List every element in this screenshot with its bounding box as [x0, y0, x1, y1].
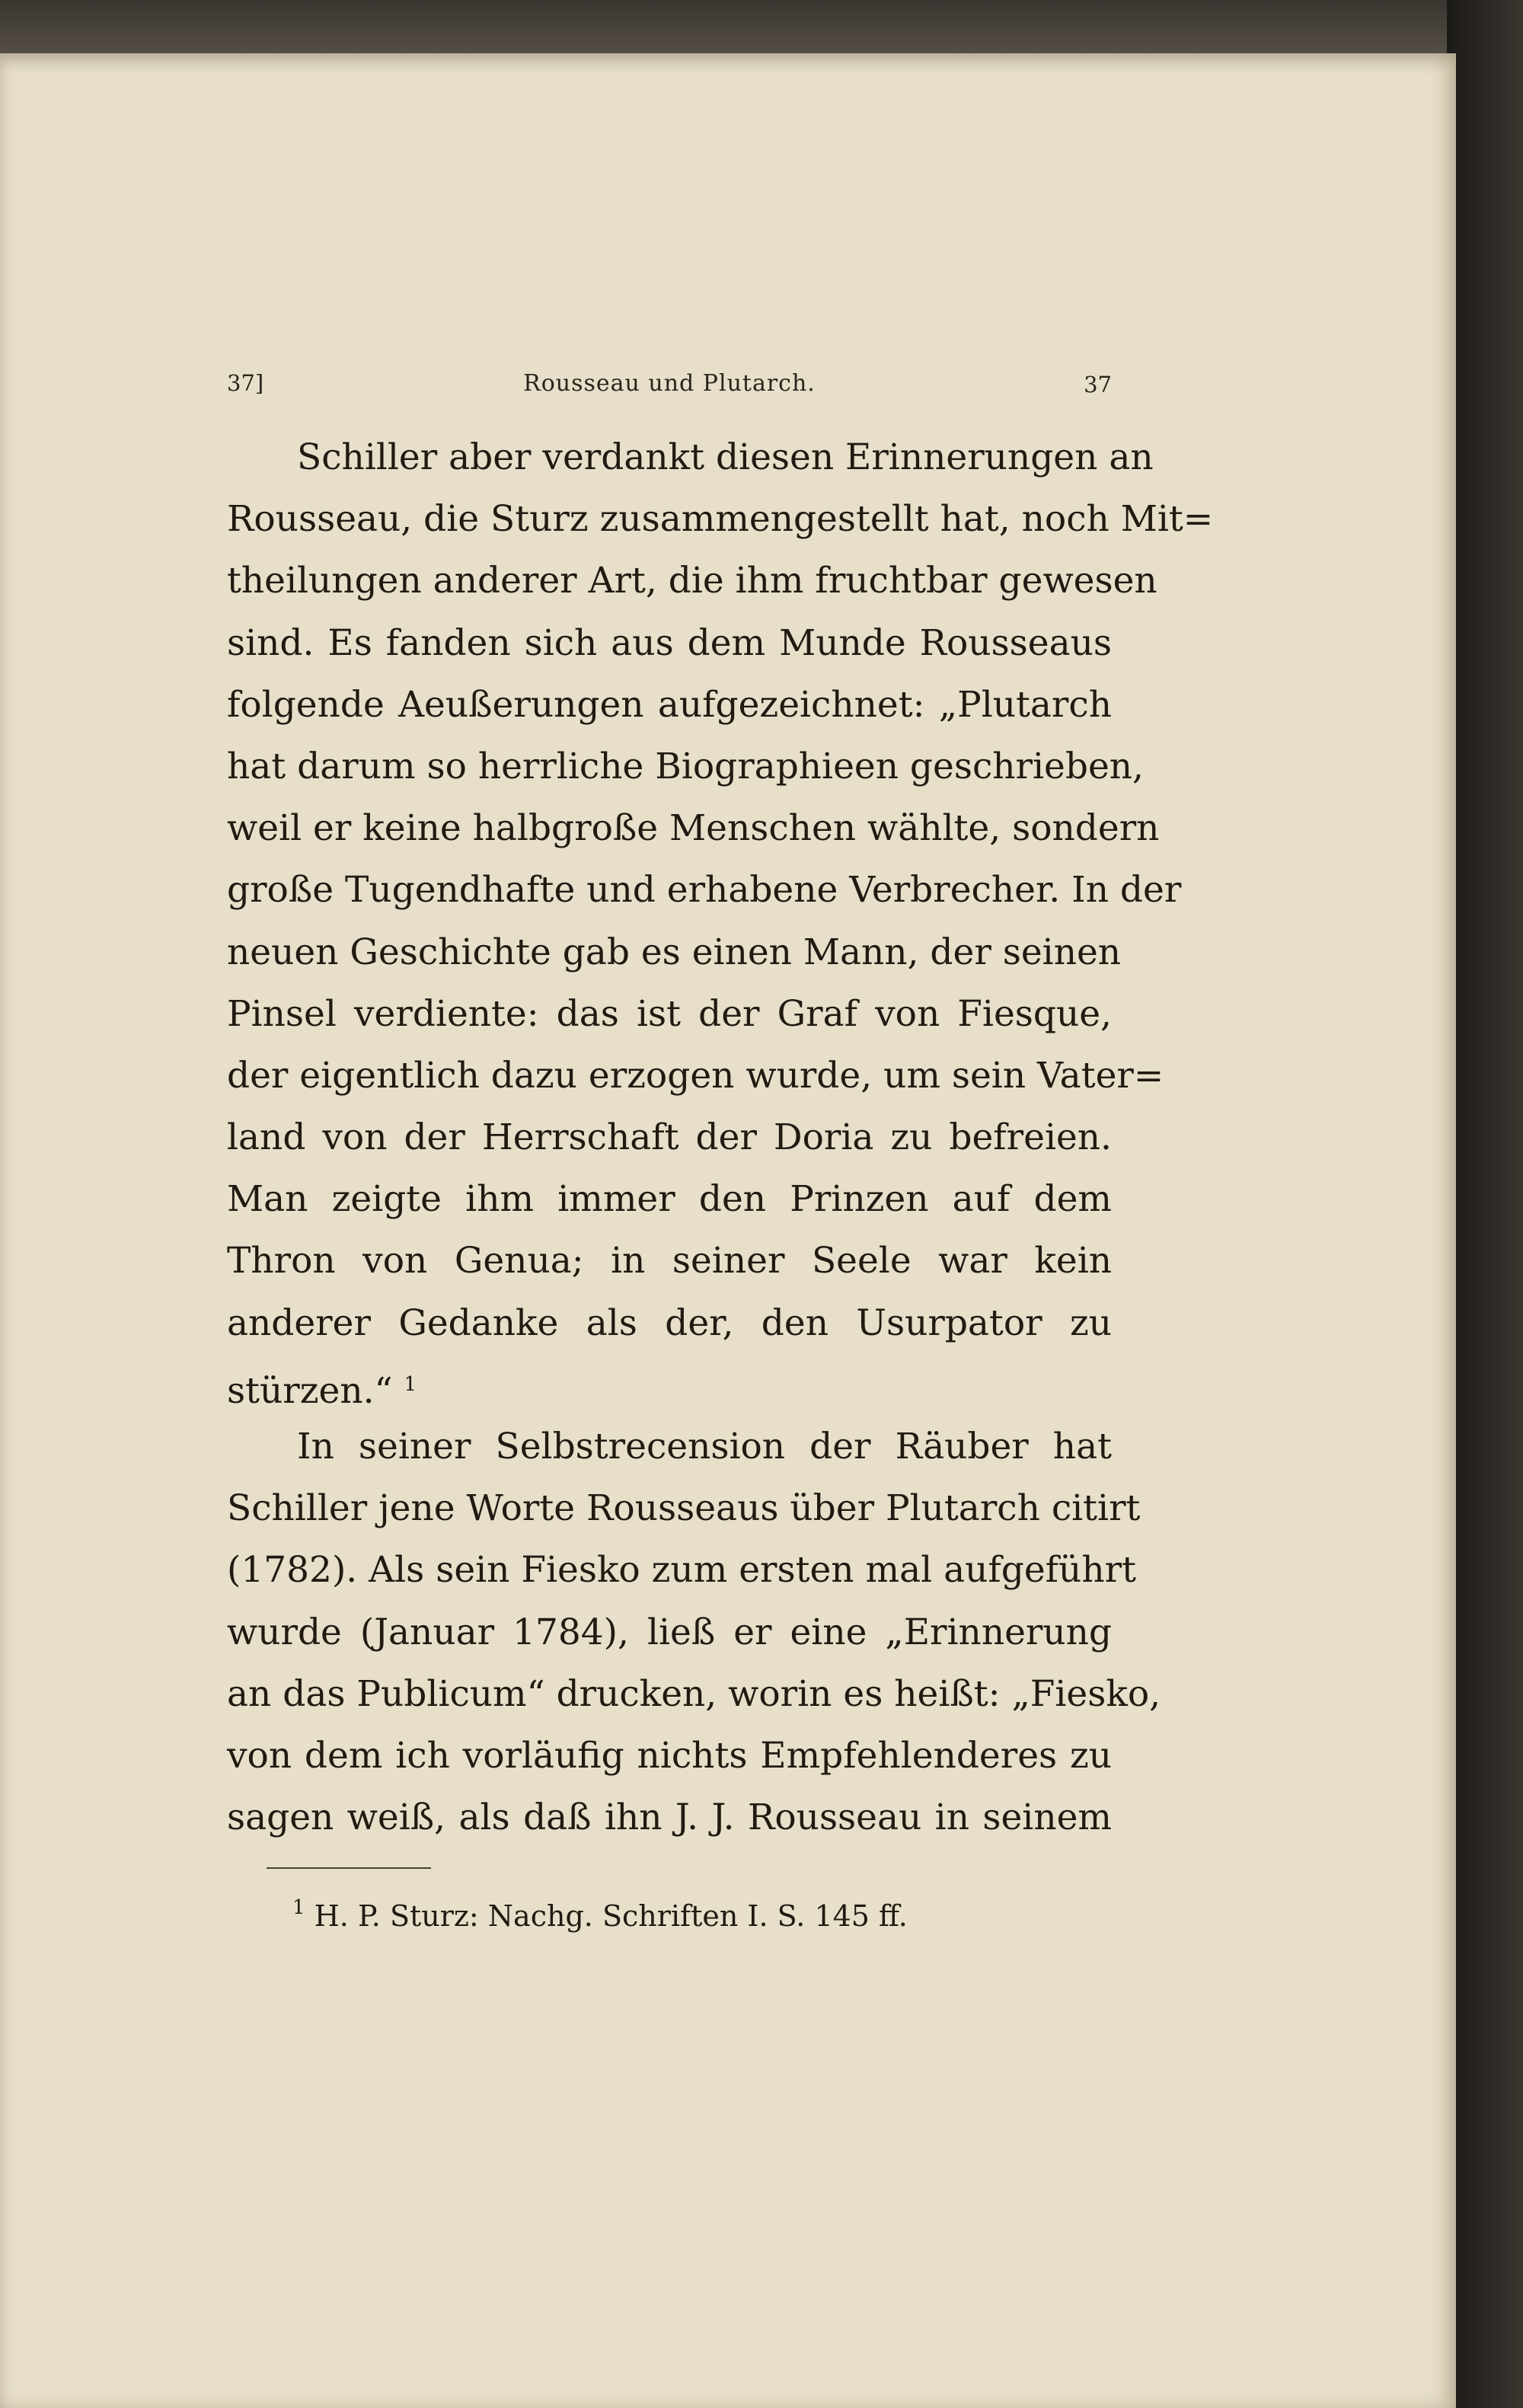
footnote-marker: 1 — [292, 1896, 305, 1919]
book-cover-edge — [1447, 0, 1523, 2408]
text-line-paragraph-end — [227, 1354, 1112, 1416]
text-line: Rousseau, die Sturz zusammengestellt hat, noch Mit= — [227, 498, 1214, 541]
text-line: neuen Geschichte gab es einen Mann, der seinen — [227, 931, 1122, 973]
running-head-title: Rousseau und Plutarch. — [523, 370, 816, 397]
page-number: 37 — [1084, 372, 1112, 398]
footnote-divider — [267, 1867, 431, 1869]
text-line: von dem ich vorläufig nichts Empfehlenderes zu — [227, 1734, 1112, 1777]
text-line: große Tugendhafte und erhabene Verbrecher. In der — [227, 869, 1182, 912]
text-line: der eigentlich dazu erzogen wurde, um sein Vater= — [227, 1054, 1164, 1097]
text-line: wurde (Januar 1784), ließ er eine „Erinnerung — [227, 1611, 1112, 1653]
text-line: Schiller jene Worte Rousseaus über Plutarch citirt — [227, 1487, 1141, 1530]
text-line: hat darum so herrliche Biographieen geschrieben, — [227, 745, 1144, 787]
footnote — [292, 1896, 1054, 1933]
text-line: an das Publicum“ drucken, worin es heißt: „Fiesko, — [227, 1672, 1161, 1715]
text-line: anderer Gedanke als der, den Usurpator zu — [227, 1301, 1112, 1344]
body-text — [227, 426, 1214, 1848]
text-line-content: stürzen.“ — [227, 1369, 393, 1412]
text-line: sind. Es fanden sich aus dem Munde Rousseaus — [227, 621, 1112, 664]
text-line: Schiller aber verdankt diesen Erinnerungen an — [297, 436, 1154, 478]
text-line: (1782). Als sein Fiesko zum ersten mal aufgeführt — [227, 1549, 1136, 1592]
footnote-text: H. P. Sturz: Nachg. Schriften I. S. 145 ff. — [314, 1899, 908, 1933]
text-line: Man zeigte ihm immer den Prinzen auf dem — [227, 1178, 1112, 1221]
running-head — [227, 370, 1112, 408]
text-line: theilungen anderer Art, die ihm fruchtbar gewesen — [227, 560, 1157, 602]
text-line: In seiner Selbstrecension der Räuber hat — [297, 1426, 1112, 1467]
footnote-reference: 1 — [404, 1372, 417, 1396]
text-line: sagen weiß, als daß ihn J. J. Rousseau in seinem — [227, 1796, 1112, 1839]
text-line: Pinsel verdiente: das ist der Graf von Fiesque, — [227, 992, 1112, 1035]
text-line: Thron von Genua; in seiner Seele war kein — [227, 1240, 1112, 1282]
running-head-page-ref: 37] — [227, 370, 264, 396]
text-line: weil er keine halbgroße Menschen wählte, sondern — [227, 807, 1160, 850]
text-line: folgende Aeußerungen aufgezeichnet: „Plutarch — [227, 683, 1112, 726]
text-line: land von der Herrschaft der Doria zu befreien. — [227, 1116, 1112, 1159]
